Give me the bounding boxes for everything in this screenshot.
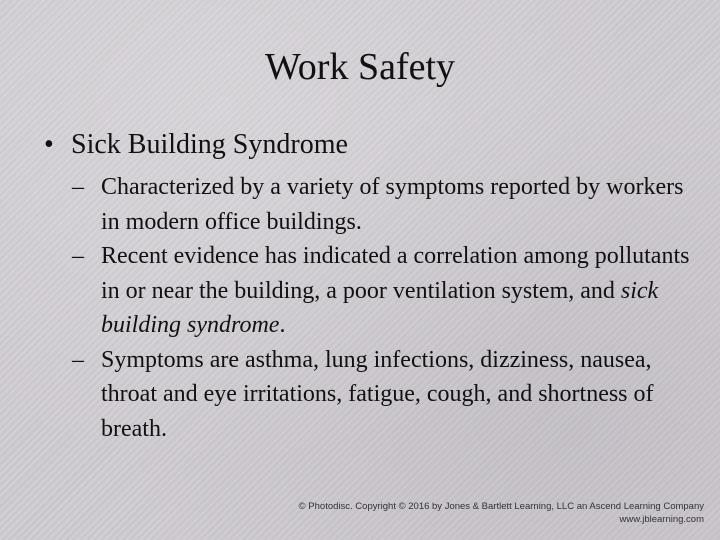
slide-title: Work Safety <box>264 46 456 88</box>
sub-bullet-1-text: Characterized by a variety of symptoms reported by workers in modern office buildings. <box>101 174 684 235</box>
copyright-text: © Photodisc. Copyright © 2016 by Jones & Bartlett Learning, LLC an Ascend Learning Company <box>298 501 704 512</box>
bullet-marker: • <box>44 129 54 160</box>
copyright-footer <box>299 500 704 526</box>
sub-bullet-1 <box>72 170 692 239</box>
main-bullet <box>44 124 684 166</box>
main-bullet-text: Sick Building Syndrome <box>71 129 348 160</box>
sub-bullet-2-emphasis: sick building syndrome <box>101 277 659 338</box>
dash-marker: – <box>72 174 84 200</box>
publisher-url: www.jblearning.com <box>619 514 704 525</box>
sub-bullet-2-period: . <box>279 312 286 338</box>
dash-marker: – <box>72 243 84 269</box>
sub-bullet-2-text: Recent evidence has indicated a correlation among pollutants in or near the building, a poor ventilation system, and <box>101 243 690 304</box>
sub-bullet-3-text: Symptoms are asthma, lung infections, dizziness, nausea, throat and eye irritations, fatigue, cough, and shortness of breath. <box>101 346 654 442</box>
sub-bullet-list <box>72 170 692 446</box>
sub-bullet-2 <box>72 239 692 343</box>
dash-marker: – <box>72 346 84 373</box>
sub-bullet-3 <box>72 343 692 447</box>
